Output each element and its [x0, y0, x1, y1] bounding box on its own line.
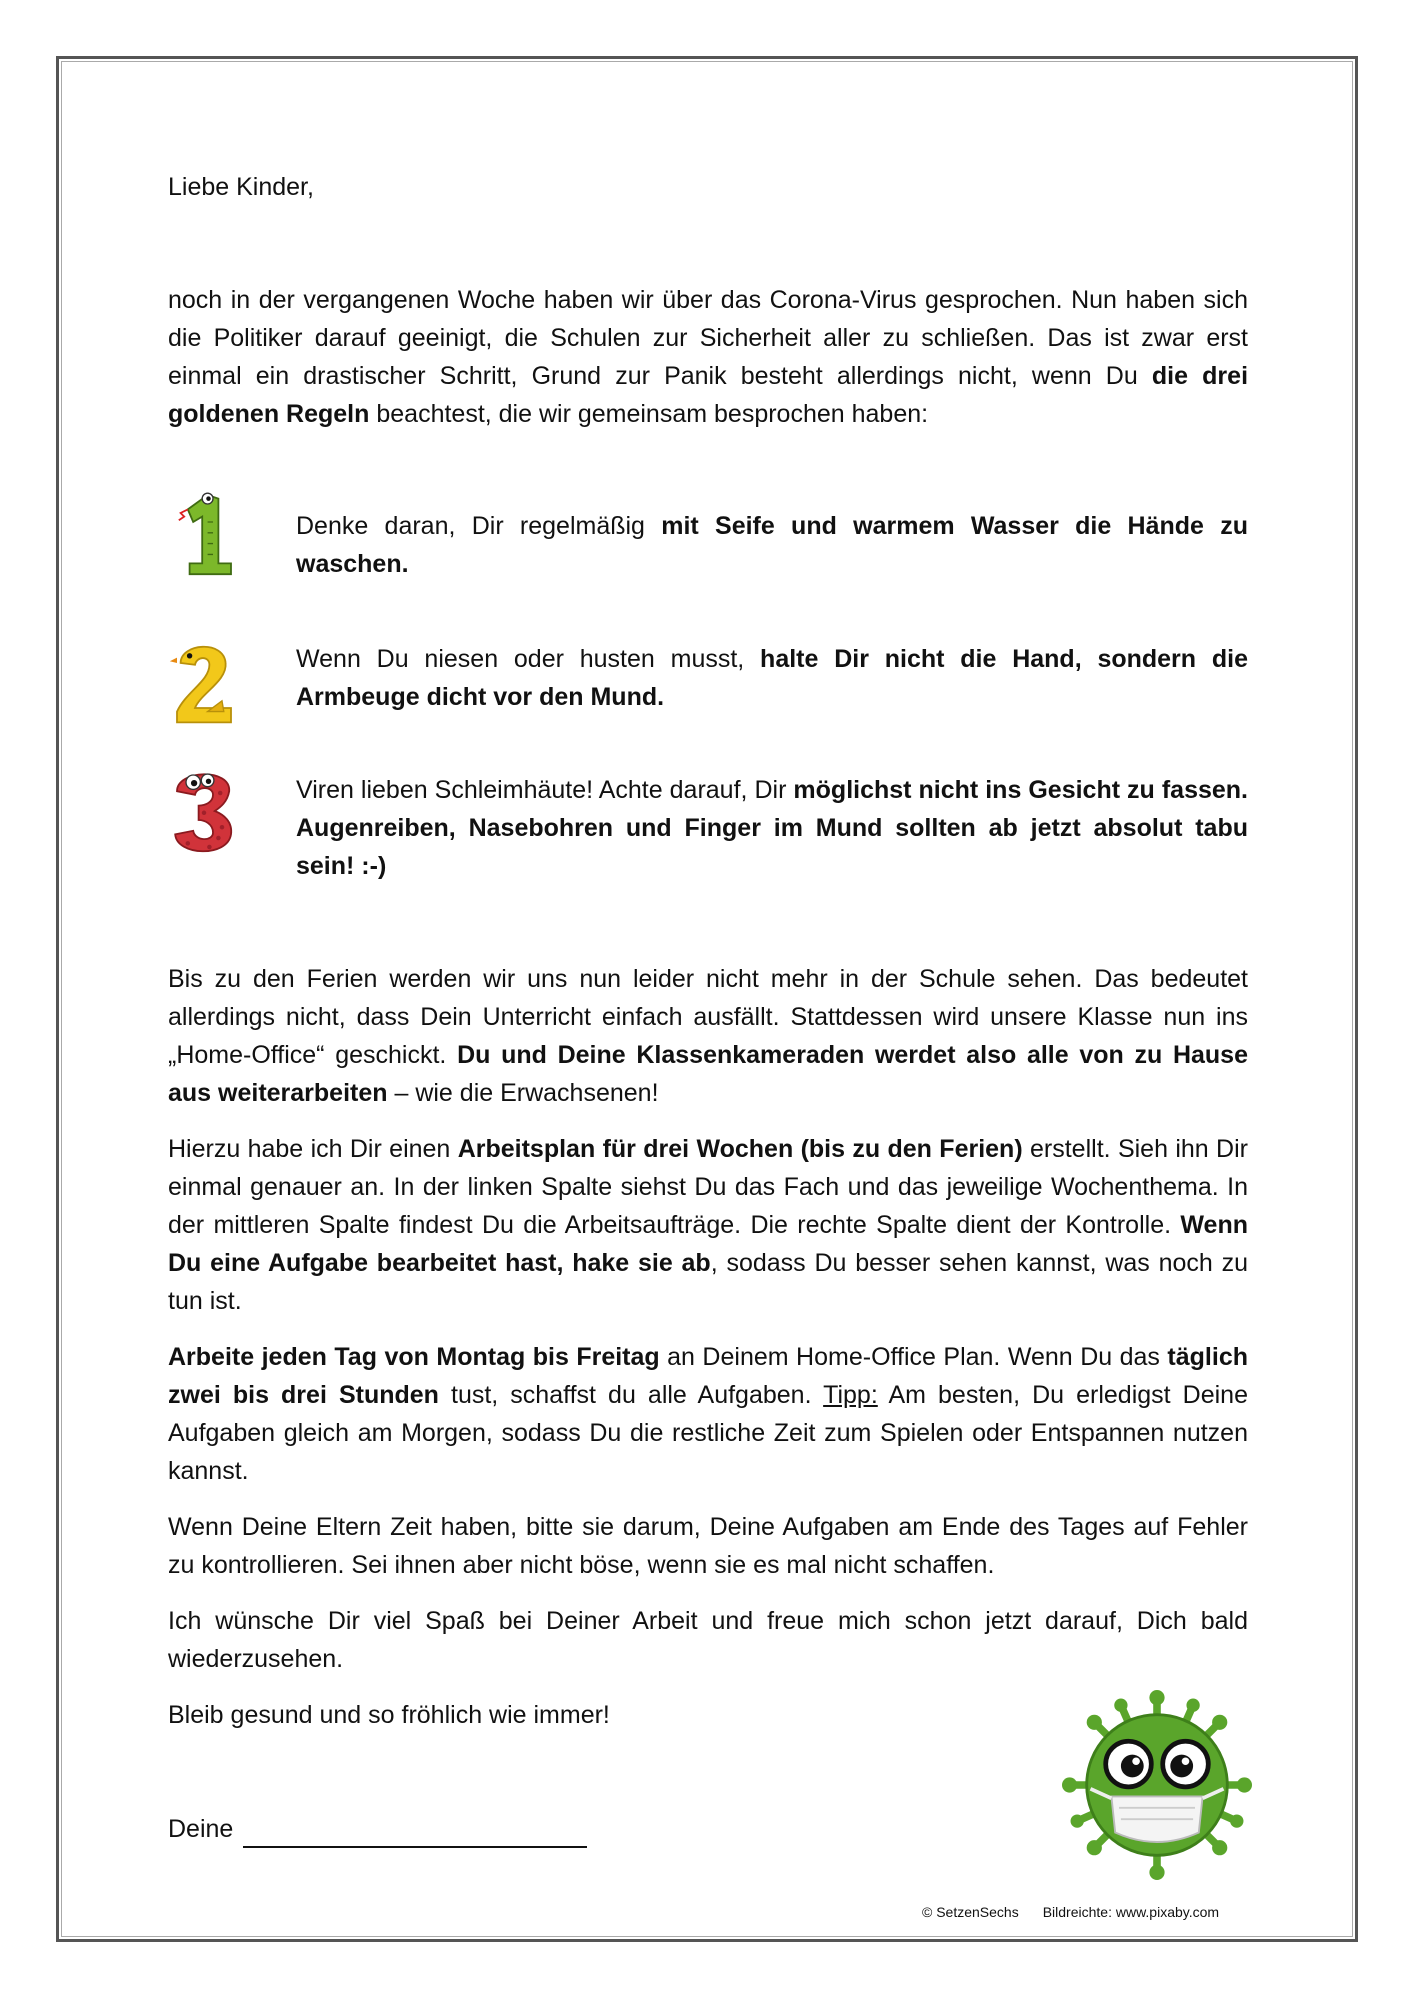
image-rights-text: Bildreichte: www.pixaby.com	[1042, 1904, 1220, 1920]
rule-two: Wenn Du niesen oder husten musst, halte Dir nicht die Hand, sondern die Armbeuge dicht vor den Mund.	[296, 645, 1248, 711]
copyright-text: © SetzenSechs	[922, 1904, 1019, 1920]
number-three-icon	[164, 766, 244, 856]
paragraph-wishes: Ich wünsche Dir viel Spaß bei Deiner Arbeit und freue mich schon jetzt darauf, Dich bald wiederzusehen.	[168, 1607, 1248, 1673]
signature-label: Deine	[168, 1815, 234, 1843]
rule-three: Viren lieben Schleimhäute! Achte darauf, Dir möglichst nicht ins Gesicht zu fassen. Augenreiben, Nasebohren und Finger im Mund sollten ab jetzt absolut tabu sein! :-)	[296, 776, 1248, 880]
paragraph-work-plan: Hierzu habe ich Dir einen Arbeitsplan für drei Wochen (bis zu den Ferien) erstellt. Sieh ihn Dir einmal genauer an. In der linken Spalte siehst Du das Fach und das jeweilige Wochenthema. In der mittleren Spalte findest Du die Arbeitsaufträge. Die rechte Spalte dient der Kontrolle. Wenn Du eine Aufgabe bearbeitet hast, hake sie ab, sodass Du besser sehen kannst, was noch zu tun ist.	[168, 1135, 1248, 1315]
intro-paragraph: noch in der vergangenen Woche haben wir über das Corona-Virus gesprochen. Nun haben sich die Politiker darauf geeinigt, die Schulen zur Sicherheit aller zu schließen. Das ist zwar erst einmal ein drastischer Schritt, Grund zur Panik besteht allerdings nicht, wenn Du die drei goldenen Regeln beachtest, die wir gemeinsam besprochen haben:	[168, 286, 1249, 428]
paragraph-schedule: Arbeite jeden Tag von Montag bis Freitag an Deinem Home-Office Plan. Wenn Du das täglich zwei bis drei Stunden tust, schaffst du alle Aufgaben. Tipp: Am besten, Du erledigst Deine Aufgaben gleich am Morgen, sodass Du die restliche Zeit zum Spielen oder Entspannen nutzen kannst.	[168, 1343, 1248, 1485]
signature-block	[168, 1810, 587, 1848]
paragraph-farewell: Bleib gesund und so fröhlich wie immer!	[168, 1701, 610, 1729]
paragraph-home-office: Bis zu den Ferien werden wir uns nun leider nicht mehr in der Schule sehen. Das bedeutet allerdings nicht, dass Dein Unterricht einfach ausfällt. Stattdessen wird unsere Klasse nun ins „Home-Office“ geschickt. Du und Deine Klassenkameraden werdet also alle von zu Hause aus weiterarbeiten – wie die Erwachsenen!	[168, 965, 1248, 1107]
greeting: Liebe Kinder,	[168, 173, 314, 201]
paragraph-parents: Wenn Deine Eltern Zeit haben, bitte sie darum, Deine Aufgaben am Ende des Tages auf Fehler zu kontrollieren. Sei ihnen aber nicht böse, wenn sie es mal nicht schaffen.	[168, 1513, 1248, 1579]
credits	[922, 1904, 1219, 1920]
virus-mascot-icon	[1062, 1690, 1252, 1880]
number-one-icon	[164, 486, 244, 576]
signature-line	[243, 1818, 587, 1848]
number-two-icon	[164, 636, 244, 726]
rule-one: Denke daran, Dir regelmäßig mit Seife und warmem Wasser die Hände zu waschen.	[296, 512, 1249, 578]
